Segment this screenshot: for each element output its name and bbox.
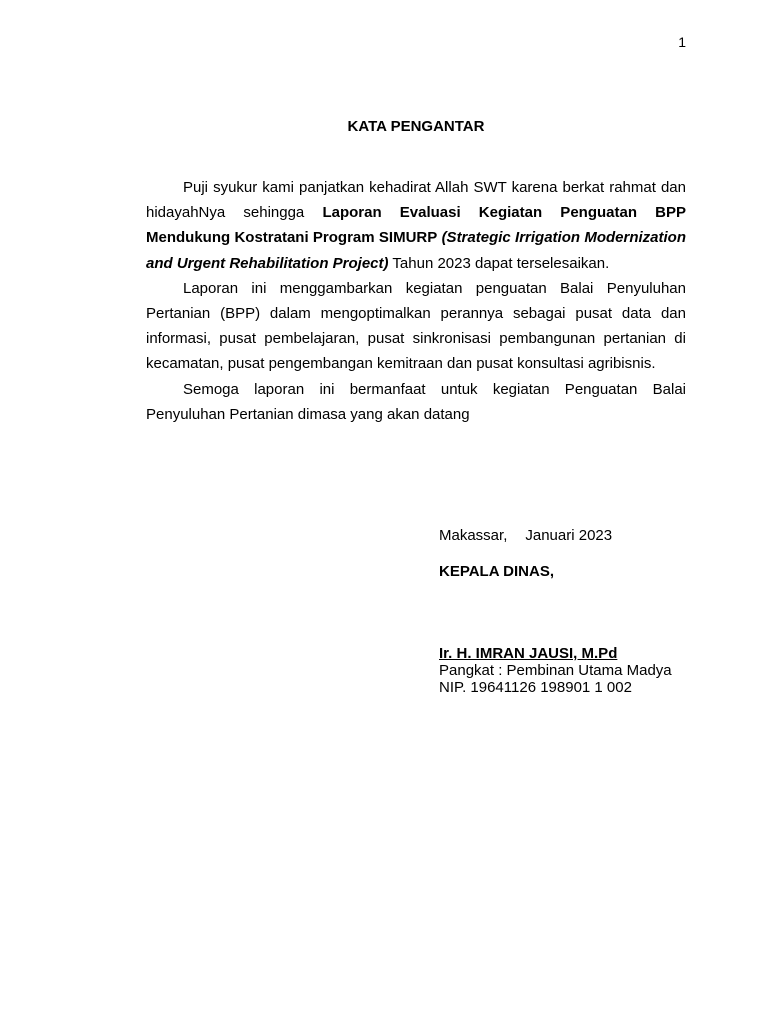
report-title: Laporan Evaluasi Kegiatan Penguatan BPP Mendukung Kostratani Program SIMURP — [146, 204, 686, 247]
signature-block — [439, 526, 739, 696]
intro-tail-text: Tahun 2023 dapat terselesaikan. — [388, 254, 610, 272]
signer-nip: NIP. 19641126 198901 1 002 — [439, 679, 632, 696]
paragraph-description: Laporan ini menggambarkan kegiatan penguatan Balai Penyuluhan Pertanian (BPP) dalam mengoptimalkan perannya sebagai pusat data dan informasi, pusat pembelajaran, pusat sinkronisasi pembangunan pertanian di kecamatan, pusat pengembangan kemitraan dan pusat konsultasi agribisnis. — [146, 279, 686, 373]
paragraph-closing: Semoga laporan ini bermanfaat untuk kegiatan Penguatan Balai Penyuluhan Pertanian dimasa yang akan datang — [146, 380, 686, 423]
paragraph-intro — [146, 175, 686, 276]
body-text — [146, 175, 686, 427]
page-title: KATA PENGANTAR — [347, 118, 485, 135]
intro-lead-text: Puji syukur kami panjatkan kehadirat Allah SWT karena berkat rahmat dan hidayahNya sehingga — [146, 179, 686, 222]
page-number: 1 — [678, 34, 686, 50]
signature-place: Makassar, — [439, 527, 508, 544]
signature-date: Januari 2023 — [525, 527, 613, 544]
signer-name: Ir. H. IMRAN JAUSI, M.Pd — [439, 645, 618, 662]
program-name: (Strategic Irrigation Modernization and Urgent Rehabilitation Project) — [146, 229, 687, 272]
signer-rank: Pangkat : Pembinan Utama Madya — [439, 662, 672, 679]
signer-position: KEPALA DINAS, — [439, 563, 555, 580]
place-date — [439, 526, 739, 546]
